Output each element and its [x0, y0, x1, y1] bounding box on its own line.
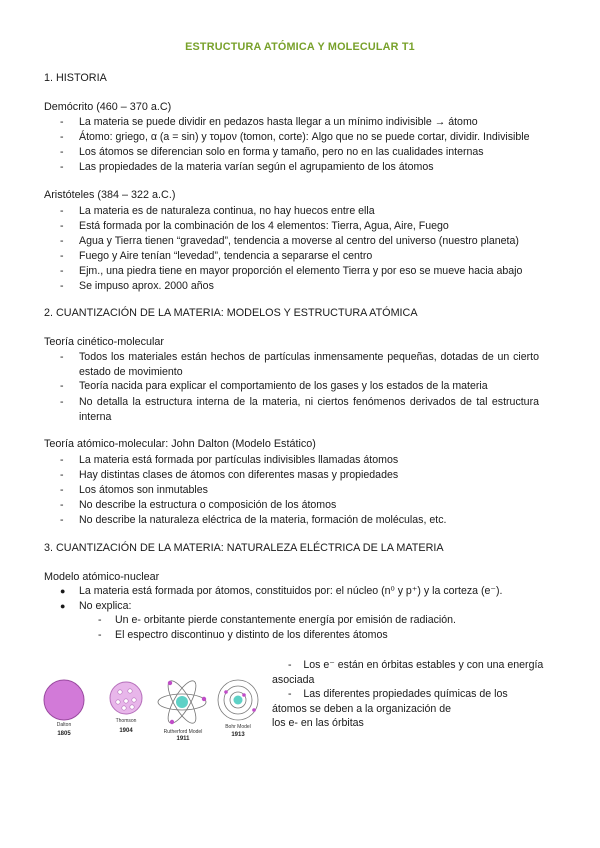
section-1-heading: 1. HISTORIA: [44, 72, 107, 84]
rutherford-year: 1911: [176, 736, 190, 742]
dalton-year: 1805: [57, 731, 71, 737]
dash-marker: -: [98, 614, 102, 626]
document-title: ESTRUCTURA ATÓMICA Y MOLECULAR T1: [185, 41, 415, 53]
cinetico-heading: Teoría cinético-molecular: [44, 336, 165, 348]
dash-marker: -: [288, 688, 292, 700]
dash-marker: -: [60, 351, 64, 363]
dash-marker: -: [288, 659, 292, 671]
dalton-heading: Teoría atómico-molecular: John Dalton (Modelo Estático): [44, 438, 316, 450]
dash-marker: -: [60, 250, 64, 262]
aristoteles-heading: Aristóteles (384 – 322 a.C.): [44, 189, 176, 201]
dalton-atom-icon: [44, 680, 84, 720]
dash-marker: -: [98, 629, 102, 641]
atomic-models-figure: [42, 670, 264, 750]
dash-marker: -: [60, 205, 64, 217]
democrito-heading: Demócrito (460 – 370 a.C): [44, 101, 172, 113]
dash-marker: -: [60, 454, 64, 466]
dash-marker: -: [60, 146, 64, 158]
dash-marker: -: [60, 499, 64, 511]
bohr-caption: Bohr Model: [225, 724, 251, 730]
dash-marker: -: [60, 380, 64, 392]
dash-marker: -: [60, 469, 64, 481]
orbit-notes: - Los e⁻ están en órbitas estables y con una energía asociada - Las diferentes propiedades químicas de los átomos se deben a la organización de los e- en las órbitas: [272, 659, 544, 729]
document-page: ESTRUCTURA ATÓMICA Y MOLECULAR T1 1. HISTORIA Demócrito (460 – 370 a.C) - La materia se puede dividir en pedazos hasta llegar a un mínimo indivisible → átomo - Átomo: griego, α (a = sin) y τομον (tomon, corte): Algo que no se puede cortar, dividir. Indivisible - Los átomos se diferencian solo en forma y tamaño, pero no en las cualidades internas - Las propiedades de la materia varían según el agrupamiento de los átomos Aristóteles (384 – 322 a.C.) - La materia es de naturaleza continua, no hay huecos entre ella - Está formada por la combinación de los 4 elementos: Tierra, Agua, Aire, Fuego - Agua y Tierra tienen “gravedad”, tendencia a moverse al centro del universo (nuestro planeta) - Fuego y Aire tenían “levedad”, tendencia a separarse el centro - Ejm., una piedra tiene en mayor proporción el elemento Tierra y por eso se mueve hacia abajo - Se impuso aprox. 2000 años 2. CUANTIZACIÓN DE LA MATERIA: MODELOS Y ESTRUCTURA ATÓMICA Teoría cinético-molecular - Todos los materiales están hechos de partículas inmensamente pequeñas, dotadas de un cierto estado de movimiento - Teoría nacida para explicar el comportamiento de los gases y los estados de la materia - No detalla la estructura interna de la materia, ni ciertos fenómenos derivados de tal estructura interna Teoría atómico-molecular: John Dalton (Modelo Estático) - La materia está formada por partículas indivisibles llamadas átomos - Hay distintas clases de átomos con diferentes masas y propiedades - Los átomos son inmutables - No describe la estructura o composición de los átomos - No describe la naturaleza eléctrica de la materia, formación de moléculas, etc. 3. CUANTIZACIÓN DE LA MATERIA: NATURALEZA ELÉCTRICA DE LA MATERIA Modelo atómico-nuclear ● La materia está formada por átomos, constituidos por: el núcleo (n⁰ y p⁺) y la corteza (e⁻). ● No explica: - Un e- orbitante pierde constantemente energía por emisión de radiación. - El espectro discontinuo y distinto de los diferentes átomos - Los e⁻ están en órbitas estables y con una energía asociada - Las diferentes propiedades químicas de los átomos se deben a la organización de los e- en las órbitas Dalton 1805 Thomson 1904 Rutherford Model 1911 Bohr Model 1913: [0, 0, 600, 848]
atomic-models-illustration: [42, 670, 264, 750]
bullet-marker: ●: [60, 601, 66, 611]
dash-marker: -: [60, 280, 64, 292]
dash-marker: -: [60, 220, 64, 232]
rutherford-caption: Rutherford Model: [163, 729, 203, 735]
section-3-heading: 3. CUANTIZACIÓN DE LA MATERIA: NATURALEZA ELÉCTRICA DE LA MATERIA: [44, 542, 444, 554]
bohr-year: 1913: [231, 732, 245, 738]
nuclear-heading: Modelo atómico-nuclear: [44, 571, 160, 583]
bohr-atom-icon: [218, 680, 258, 720]
dash-marker: -: [60, 161, 64, 173]
dash-marker: -: [60, 131, 64, 143]
dalton-caption: Dalton: [56, 722, 72, 728]
rutherford-atom-icon: [158, 677, 206, 727]
thomson-year: 1904: [119, 728, 133, 734]
dash-marker: -: [60, 116, 64, 128]
dash-marker: -: [60, 514, 64, 526]
thomson-caption: Thomson: [115, 718, 137, 724]
dash-marker: -: [60, 396, 64, 408]
dash-marker: -: [60, 265, 64, 277]
section-2-heading: 2. CUANTIZACIÓN DE LA MATERIA: MODELOS Y ESTRUCTURA ATÓMICA: [44, 307, 418, 319]
bullet-marker: ●: [60, 586, 66, 596]
dash-marker: -: [60, 235, 64, 247]
dash-marker: -: [60, 484, 64, 496]
